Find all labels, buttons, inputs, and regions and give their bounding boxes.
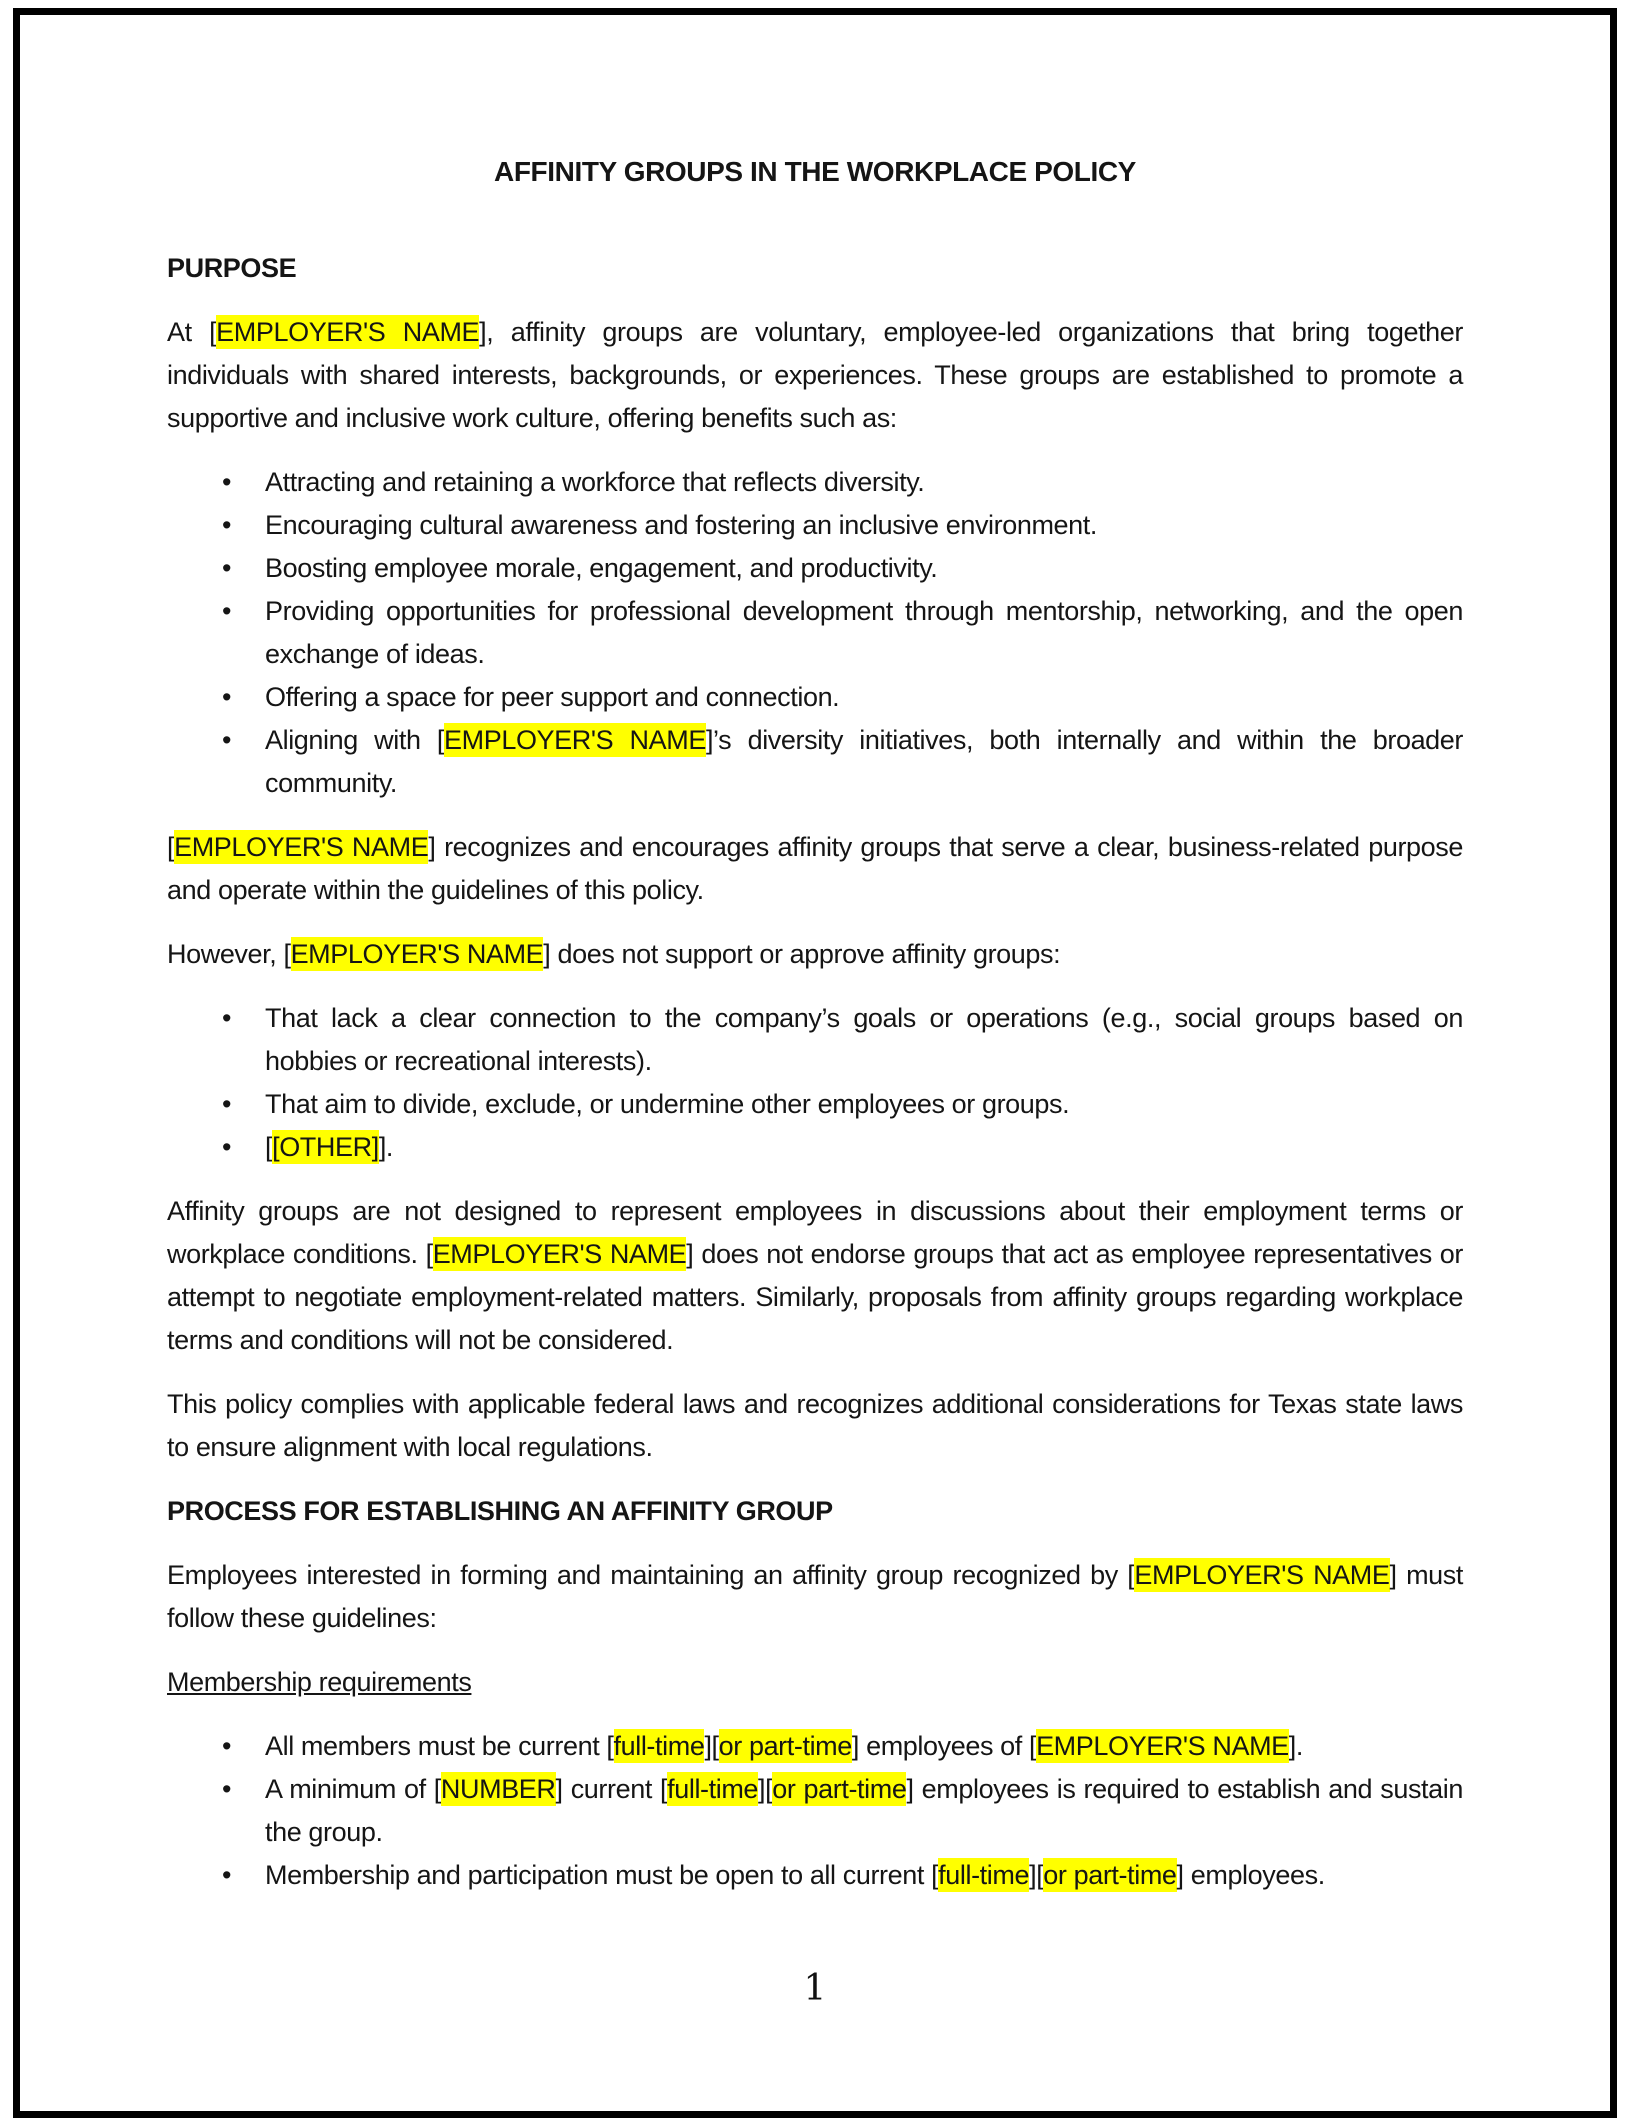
text-run: Affinity groups are not designed to represent employees in discussions about their employment terms or workplace conditions. [ — [167, 1196, 1463, 1269]
highlight-placeholder: EMPLOYER'S NAME — [432, 1239, 687, 1269]
text-run: A minimum of [ — [265, 1774, 441, 1804]
paragraph — [167, 1190, 1463, 1362]
text-run: [ — [265, 1132, 273, 1162]
text-run: Membership and participation must be open to all current [ — [265, 1860, 939, 1890]
document-body — [167, 247, 1463, 1897]
text-run: Boosting employee morale, engagement, and productivity. — [265, 553, 938, 583]
text-run: Encouraging cultural awareness and fostering an inclusive environment. — [265, 510, 1097, 540]
bullet-item — [167, 1725, 1463, 1768]
paragraph — [167, 1383, 1463, 1469]
text-run: [ — [167, 832, 175, 862]
text-run: That aim to divide, exclude, or undermine other employees or groups. — [265, 1089, 1070, 1119]
highlight-placeholder: EMPLOYER'S NAME — [1134, 1560, 1390, 1590]
highlight-placeholder: full-time — [613, 1731, 705, 1761]
highlight-placeholder: [OTHER] — [272, 1132, 379, 1162]
highlight-placeholder: or part-time — [718, 1731, 852, 1761]
paragraph — [167, 1554, 1463, 1640]
text-run: ]. — [378, 1132, 394, 1162]
highlight-placeholder: full-time — [667, 1774, 759, 1804]
document-title: AFFINITY GROUPS IN THE WORKPLACE POLICY — [494, 156, 1136, 187]
bullet-item — [167, 676, 1463, 719]
highlight-placeholder: EMPLOYER'S NAME — [174, 832, 429, 862]
section-heading: PURPOSE — [167, 253, 297, 283]
text-run: Providing opportunities for professional development through mentorship, networking, and the open exchange of ideas. — [265, 596, 1463, 669]
paragraph — [167, 933, 1463, 976]
text-run: ][ — [758, 1774, 773, 1804]
text-run: Attracting and retaining a workforce that reflects diversity. — [265, 467, 925, 497]
bullet-list — [167, 461, 1463, 805]
highlight-placeholder: full-time — [938, 1860, 1030, 1890]
text-run: ] must follow these guidelines: — [167, 1560, 1463, 1633]
text-run: This policy complies with applicable federal laws and recognizes additional considerations for Texas state laws to ensure alignment with local regulations. — [167, 1389, 1463, 1462]
document-content — [167, 150, 1463, 1918]
text-run: Offering a space for peer support and connection. — [265, 682, 840, 712]
text-run: ]’s diversity initiatives, both internally and within the broader community. — [265, 725, 1464, 798]
highlight-placeholder: or part-time — [772, 1774, 907, 1804]
paragraph — [167, 826, 1463, 912]
text-run: ] employees of [ — [851, 1731, 1037, 1761]
text-run: ][ — [704, 1731, 719, 1761]
text-run: ] does not support or approve affinity groups: — [543, 939, 1061, 969]
bullet-list — [167, 997, 1463, 1169]
text-run: ] recognizes and encourages affinity groups that serve a clear, business-related purpose and operate within the guidelines of this policy. — [167, 832, 1464, 905]
text-run: However, [ — [167, 939, 291, 969]
bullet-item — [167, 1126, 1463, 1169]
highlight-placeholder: EMPLOYER'S NAME — [444, 725, 706, 755]
section-heading: PROCESS FOR ESTABLISHING AN AFFINITY GROUP — [167, 1496, 833, 1526]
bullet-item — [167, 1768, 1463, 1854]
bullet-item — [167, 1854, 1463, 1897]
highlight-placeholder: or part-time — [1043, 1860, 1177, 1890]
bullet-list — [167, 1725, 1463, 1897]
text-run: That lack a clear connection to the company’s goals or operations (e.g., social groups based on hobbies or recreational interests). — [265, 1003, 1463, 1076]
bullet-item — [167, 461, 1463, 504]
text-run: ]. — [1288, 1731, 1303, 1761]
bullet-item — [167, 547, 1463, 590]
text-run: ] current [ — [555, 1774, 668, 1804]
text-run: Aligning with [ — [265, 725, 445, 755]
subsection-heading: Membership requirements — [167, 1667, 472, 1697]
bullet-item — [167, 590, 1463, 676]
paragraph — [167, 311, 1463, 440]
text-run: Employees interested in forming and maintaining an affinity group recognized by [ — [167, 1560, 1135, 1590]
bullet-item — [167, 719, 1463, 805]
text-run: At [ — [167, 317, 217, 347]
highlight-placeholder: NUMBER — [440, 1774, 556, 1804]
bullet-item — [167, 1083, 1463, 1126]
text-run: ], affinity groups are voluntary, employee-led organizations that bring together individuals with shared interests, backgrounds, or experiences. These groups are established to promote a supportive and inclusive work culture, offering benefits such as: — [167, 317, 1463, 433]
highlight-placeholder: EMPLOYER'S NAME — [216, 317, 480, 347]
highlight-placeholder: EMPLOYER'S NAME — [290, 939, 544, 969]
highlight-placeholder: EMPLOYER'S NAME — [1036, 1731, 1289, 1761]
bullet-item — [167, 504, 1463, 547]
text-run: ] does not endorse groups that act as employee representatives or attempt to negotiate employment-related matters. Similarly, proposals from affinity groups regarding workplace terms and conditions will not be considered. — [167, 1239, 1463, 1355]
text-run: ] employees. — [1176, 1860, 1325, 1890]
text-run: All members must be current [ — [265, 1731, 614, 1761]
text-run: ][ — [1029, 1860, 1044, 1890]
page-number: 1 — [803, 1968, 827, 2009]
bullet-item — [167, 997, 1463, 1083]
text-run: ] employees is required to establish and sustain the group. — [265, 1774, 1463, 1847]
